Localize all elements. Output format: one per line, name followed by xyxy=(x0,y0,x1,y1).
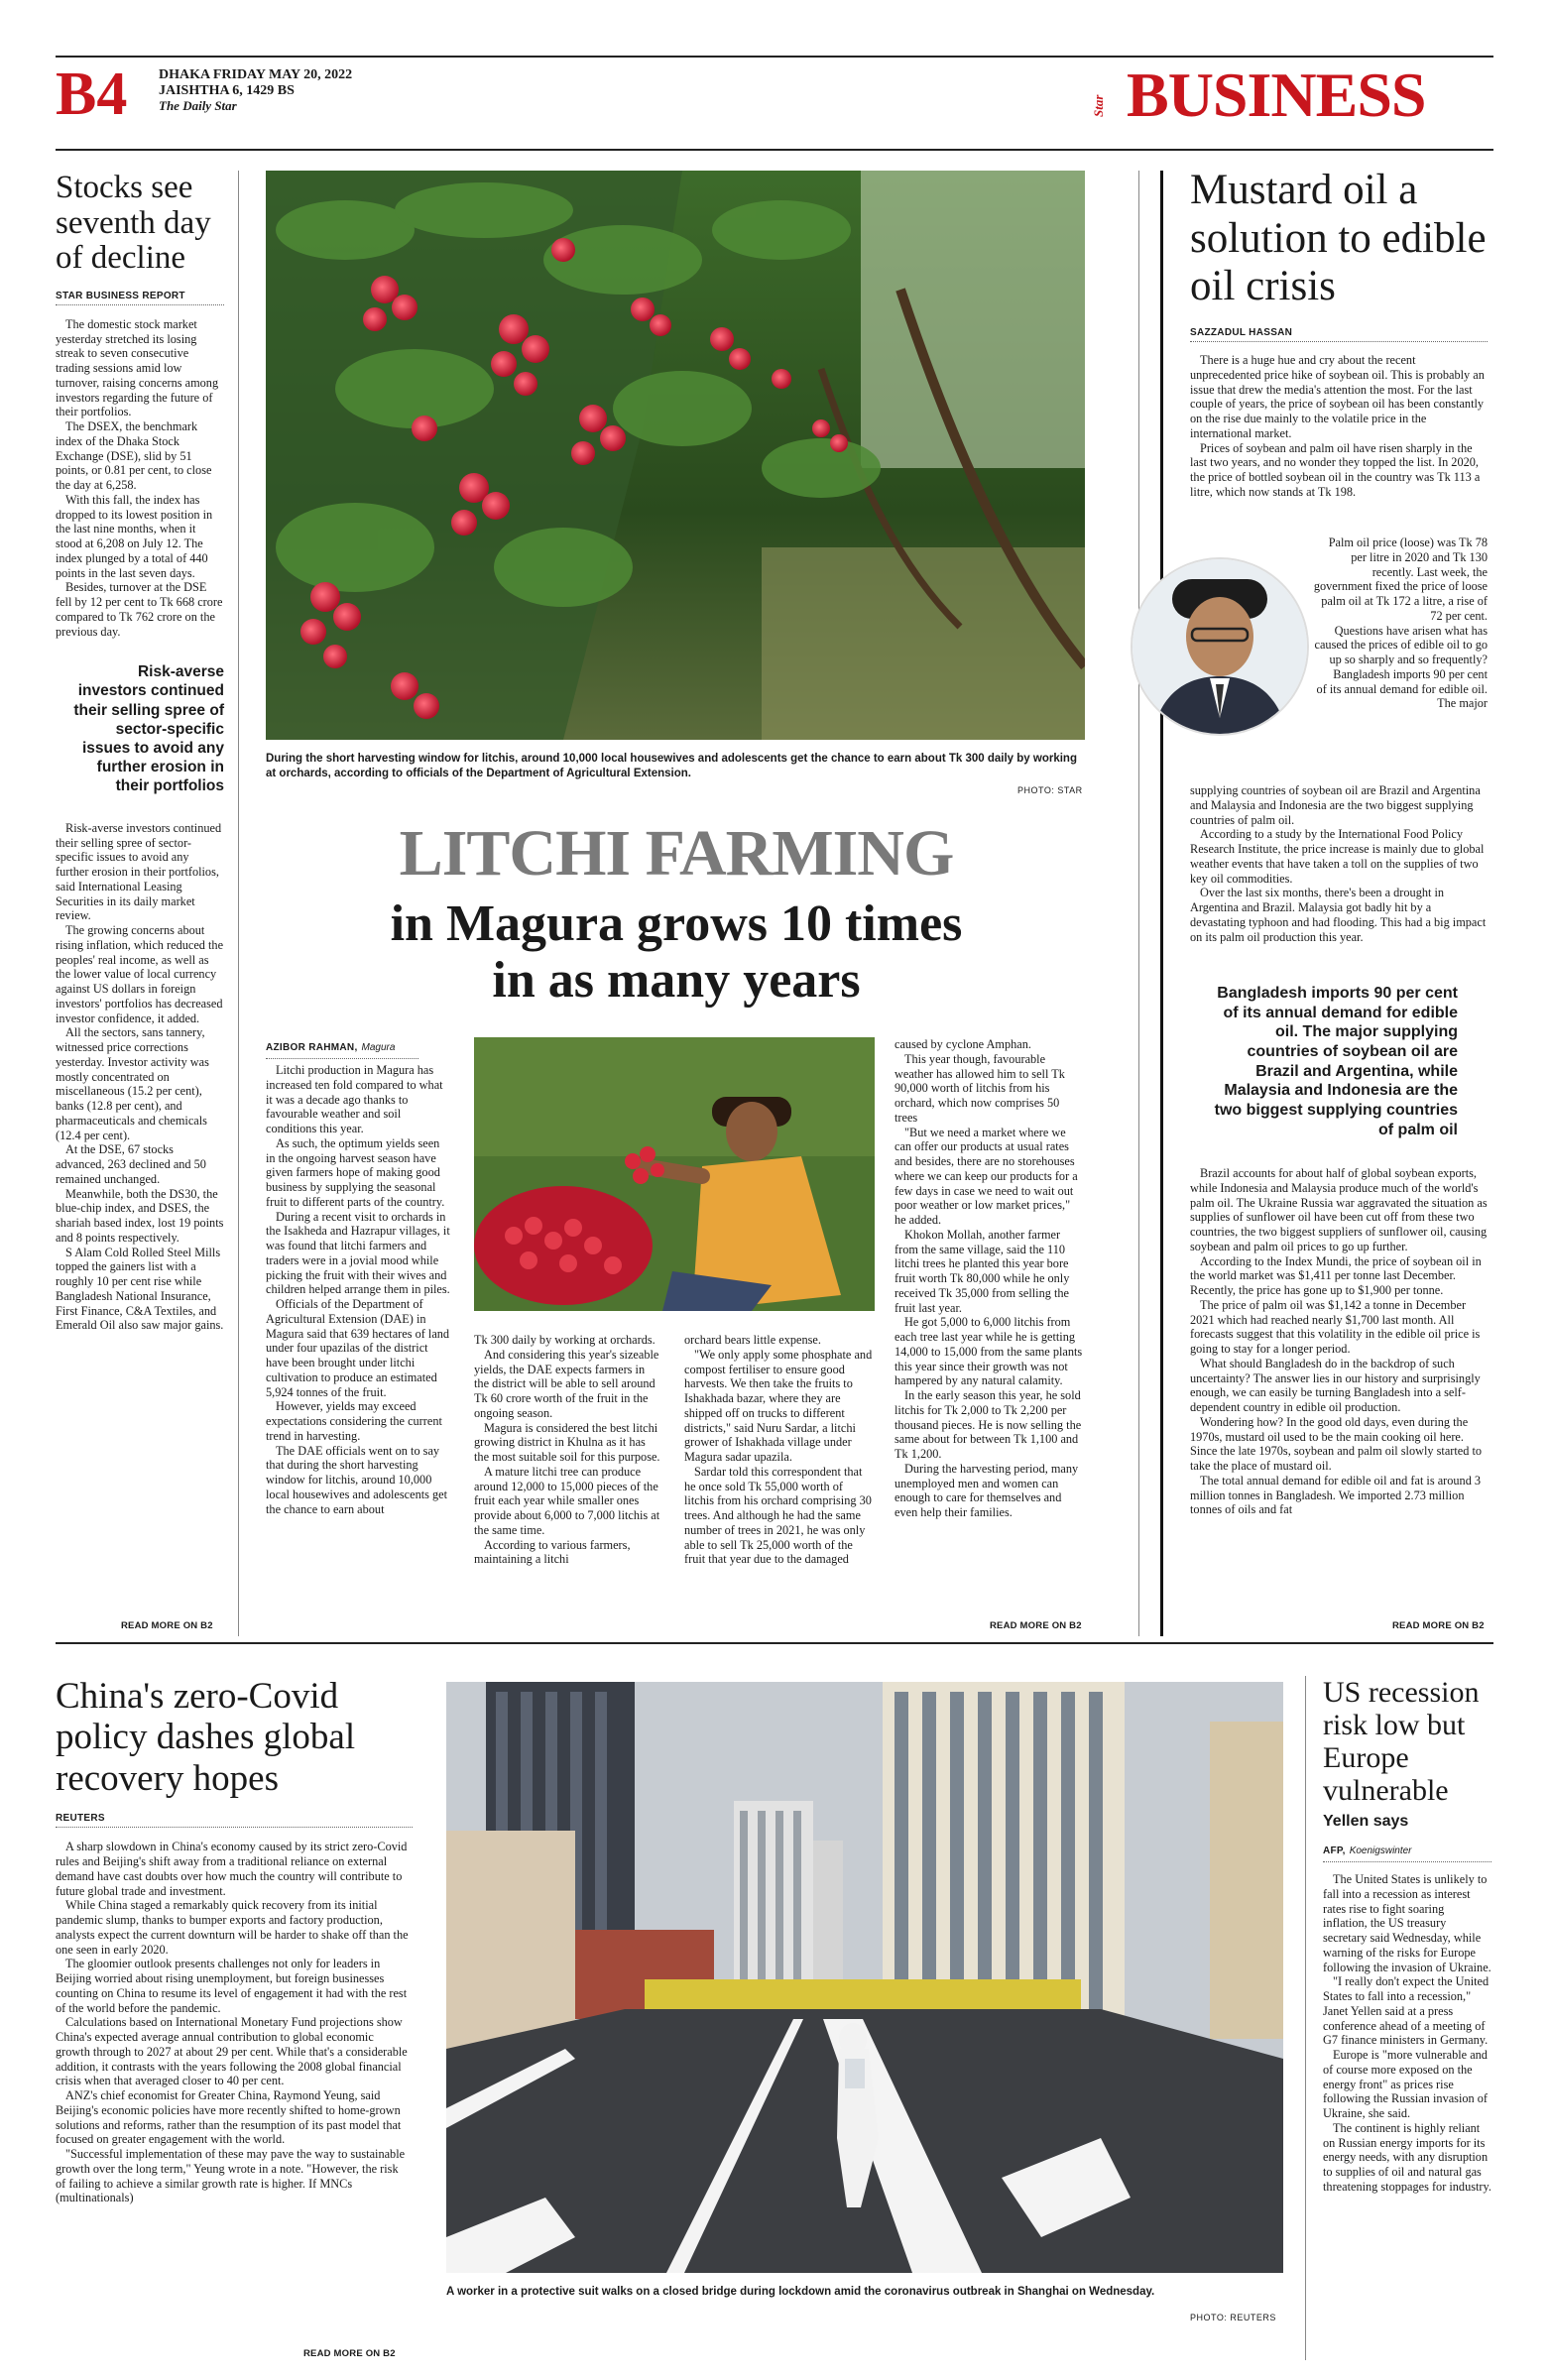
china-body xyxy=(56,1840,409,2205)
shanghai-image xyxy=(446,1682,1283,2273)
stocks-article xyxy=(56,171,224,1333)
china-photo-credit: PHOTO: REUTERS xyxy=(1190,2313,1276,2322)
paragraph: The price of palm oil was $1,142 a tonne in December 2021 which had reached nearly $1,700 last month. All forecasts suggest that this volatility in the edible oil price is going to stay for a longer period. xyxy=(1190,1297,1481,1356)
bangla-date: JAISHTHA 6, 1429 BS xyxy=(159,83,295,99)
paragraph: Wondering how? In the good old days, even during the 1970s, mustard oil used to be the main cooking oil here. Since the late 1970s, soybean and palm oil slowly started to take the place of mustard oil. xyxy=(1190,1414,1483,1473)
mustard-body-wrap xyxy=(1311,536,1488,711)
paragraph: The DAE officials went on to say that during the short harvesting window for litchis, around 10,000 local housewives and adolescents get the chance to earn about xyxy=(266,1443,448,1516)
paragraph: A mature litchi tree can produce around 12,000 to 15,000 pieces of the fruit each year while smaller ones provide about 6,000 to 7,000 litchis at the same time. xyxy=(474,1464,660,1537)
mustard-headline: Mustard oil a solution to edible oil crisis xyxy=(1190,167,1487,310)
paragraph: Prices of soybean and palm oil have risen sharply in the last two years, and no wonder they topped the list. In 2020, the price of bottled soybean oil in the country was Tk 113 a litre, which now stands at Tk 198. xyxy=(1190,440,1481,499)
paragraph: The gloomier outlook presents challenges not only for leaders in Beijing worried about rising unemployment, but foreign businesses counting on China to resume its level of engagement it had with the rest of the world before the pandemic. xyxy=(56,1957,408,2015)
mustard-body-mid xyxy=(1190,783,1488,944)
paragraph: Calculations based on International Monetary Fund projections show China's expected average annual contribution to global economic growth through to 2027 at about 29 per cent. While that's a considerable addition, it contrasts with the years following the 2008 global financial crisis when that averaged closer to 40 per cent. xyxy=(56,2015,408,2088)
paragraph: All the sectors, sans tannery, witnessed price corrections yesterday. Investor activity was mostly concentrated on miscellaneous (15.2 per cent), banks (12.8 per cent), and pharmaceuticals and chemicals (12.4 per cent). xyxy=(56,1025,209,1142)
china-read-more[interactable]: READ MORE ON B2 xyxy=(303,2348,396,2359)
paragraph: And considering this year's sizeable yields, the DAE expects farmers in the district will be able to sell around Tk 60 crore worth of the fruit in the ongoing season. xyxy=(474,1347,659,1420)
author-portrait xyxy=(1131,557,1309,736)
paragraph: Brazil accounts for about half of global soybean exports, while Indonesia and Malaysia produce much of the world's palm oil. The Ukraine Russia war aggravated the situation as supplies of sunflower oil have been cut off from these two countries, the two biggest suppliers of sunflower oil, causing soybean and palm oil prices to go up further. xyxy=(1190,1166,1488,1253)
paragraph: This year though, favourable weather has allowed him to sell Tk 90,000 worth of litchis from his orchard, which now comprises 50 trees xyxy=(894,1051,1065,1125)
litchi-col3 xyxy=(684,1333,875,1567)
paragraph: During the harvesting period, many unemployed men and women can enough to care for themselves and even help their families. xyxy=(894,1461,1079,1519)
mustard-body-bottom xyxy=(1190,1166,1488,1517)
us-byline-place: Koenigswinter xyxy=(1349,1845,1412,1856)
paragraph: "We only apply some phosphate and compost fertiliser to ensure good harvests. We then take the fruits to Ishakhada bazar, where they are shipped off on trucks to different districts," said Nuru Sardar, a litchi grower of Ishakhada village under Magura sadar upazila. xyxy=(684,1347,873,1464)
paragraph: According to the Index Mundi, the price of soybean oil in the world market was $1,411 per tonne last December. Recently, the price has gone up to $1,900 per tonne. xyxy=(1190,1253,1482,1297)
stocks-body-top xyxy=(56,317,224,640)
mustard-side-rule xyxy=(1160,171,1163,1636)
litchi-col4 xyxy=(894,1037,1083,1520)
paragraph: As such, the optimum yields seen in the ongoing harvest season have given farmers hope of making good business by supplying the seasonal fruit to different parts of the country. xyxy=(266,1135,445,1209)
paragraph: There is a huge hue and cry about the recent unprecedented price hike of soybean oil. This is probably an issue that drew the media's attention the most. For the last couple of years, the price of soybean oil has been constantly on the rise due mainly to the volatile price in the international market. xyxy=(1190,353,1485,440)
litchi-farmer-photo xyxy=(474,1037,875,1311)
stocks-read-more[interactable]: READ MORE ON B2 xyxy=(121,1620,213,1631)
litchi-headline xyxy=(268,895,1085,1009)
us-body xyxy=(1323,1872,1491,2195)
paragraph: With this fall, the index has dropped to its lowest position in the last nine months, when it stood at 6,208 on July 12. The index plunged by a total of 440 points in the last seven days. xyxy=(56,492,213,580)
page-number: B4 xyxy=(56,60,128,128)
dateline: DHAKA FRIDAY MAY 20, 2022 xyxy=(159,67,353,82)
paragraph: At the DSE, 67 stocks advanced, 263 declined and 50 remained unchanged. xyxy=(56,1142,206,1186)
paragraph: Europe is "more vulnerable and of course more exposed on the energy front" as prices rise following the Russian invasion of Ukraine, she said. xyxy=(1323,2048,1488,2120)
stocks-body-bottom xyxy=(56,821,224,1333)
china-headline: China's zero-Covid policy dashes global recovery hopes xyxy=(56,1676,356,1799)
paragraph: The growing concerns about rising inflation, which reduced the peoples' real income, as well as the lower value of local currency against US dollars in foreign investors' portfolios has decreased investor confidence, it added. xyxy=(56,923,224,1025)
mustard-byline: SAZZADUL HASSAN xyxy=(1190,327,1488,342)
dateline-block xyxy=(159,67,352,114)
paragraph: Risk-averse investors continued their selling spree of sector-specific issues to avoid any further erosion in their portfolios, said International Leasing Securities in its daily market review. xyxy=(56,820,222,923)
masthead-bottom-rule xyxy=(56,149,1493,151)
paragraph: caused by cyclone Amphan. xyxy=(894,1037,1031,1051)
paragraph: supplying countries of soybean oil are Brazil and Argentina and Malaysia and Indonesia are the two biggest supplying countries of palm oil. xyxy=(1190,783,1481,827)
china-photo-caption: A worker in a protective suit walks on a closed bridge during lockdown amid the coronavirus outbreak in Shanghai on Wednesday. xyxy=(446,2286,1155,2298)
paragraph: Questions have arisen what has caused the prices of edible oil to go up so sharply and so frequently? xyxy=(1314,623,1488,666)
paragraph: "Successful implementation of these may pave the way to sustainable growth over the long term," Yeung wrote in a note. "However, the risk of failing to achieve a similar growth rate is higher. If MNCs (multinationals) xyxy=(56,2147,406,2205)
us-subhead: Yellen says xyxy=(1323,1813,1409,1830)
litchi-photo-credit: PHOTO: STAR xyxy=(1017,785,1083,795)
paragraph: "But we need a market where we can offer our products at usual rates and besides, there are no storehouses where we can keep our products for a few days in case we need to wait out poor weather or low market prices," he added. xyxy=(894,1125,1078,1227)
paragraph: According to a study by the International Food Policy Research Institute, the price increase is mainly due to global weather events that have taken a toll on the supplies of two key oil commodities. xyxy=(1190,827,1485,886)
section-divider xyxy=(56,1642,1493,1644)
china-article xyxy=(56,1676,413,2205)
paragraph: Palm oil price (loose) was Tk 78 per litre in 2020 and Tk 130 recently. Last week, the government fixed the price of loose palm oil at Tk 172 a litre, a rise of 72 per cent. xyxy=(1313,536,1488,623)
paragraph: "I really don't expect the United States to fall into a recession," Janet Yellen said at a press conference ahead of a meeting of G7 finance ministers in Germany. xyxy=(1323,1974,1490,2048)
paragraph: During a recent visit to orchards in the Isakheda and Hazrapur villages, it was found that litchi farmers and traders were in a jovial mood while picking the fruit with their wives and children helped arrange them in piles. xyxy=(266,1209,450,1297)
paragraph: According to various farmers, maintaining a litchi xyxy=(474,1537,631,1567)
litchi-byline-place: Magura xyxy=(361,1042,396,1053)
litchi-orchard-photo xyxy=(266,171,1085,740)
mustard-article xyxy=(1190,167,1488,342)
paragraph: S Alam Cold Rolled Steel Mills topped the gainers list with a roughly 10 per cent rise while Bangladesh National Insurance, First Finance, C&A Textiles, and Emerald Oil also saw major gains. xyxy=(56,1245,224,1333)
litchi-headline-line2: in as many years xyxy=(492,952,861,1010)
paper-name: The Daily Star xyxy=(159,98,237,114)
paragraph: Tk 300 daily by working at orchards. xyxy=(474,1333,656,1347)
paragraph: What should Bangladesh do in the backdrop of such uncertainty? The answer lies in our history and surprisingly enough, we can easily be turning Bangladesh into a self-dependent country in edible oil production. xyxy=(1190,1356,1481,1414)
farmer-image xyxy=(474,1037,875,1311)
us-headline: US recession risk low but Europe vulnerable xyxy=(1323,1676,1480,1807)
litchi-byline xyxy=(266,1037,418,1059)
paragraph: Litchi production in Magura has increased ten fold compared to what it was a decade ago thanks to favourable weather and soil conditions this year. xyxy=(266,1063,443,1135)
paragraph: ANZ's chief economist for Greater China, Raymond Yeung, said Beijing's economic policies have more recently shifted to home-grown solutions and reforms, rather than the resumption of its past model that focused on greater engagement with the world. xyxy=(56,2088,402,2147)
paragraph: The continent is highly reliant on Russian energy imports for its energy needs, with any disruption to supplies of oil and natural gas threatening stoppages for industry. xyxy=(1323,2120,1491,2194)
litchi-photo-caption: During the short harvesting window for litchis, around 10,000 local housewives and adolescents get the chance to earn about Tk 300 daily by working at orchards, according to officials of the Department of Agricultural Extension. xyxy=(266,753,1077,779)
column-rule xyxy=(1305,1676,1306,2360)
paragraph: Magura is considered the best litchi growing district in Khulna as it has the most suitable soil for this purpose. xyxy=(474,1420,660,1464)
paragraph: Over the last six months, there's been a drought in Argentina and Brazil. Malaysia got badly hit by a devastating typhoon and had flooding. This had a big impact on its palm oil production this year. xyxy=(1190,886,1487,944)
star-logo-mark: Star xyxy=(1091,94,1106,117)
shanghai-bridge-photo xyxy=(446,1682,1283,2273)
litchi-kicker: LITCHI FARMING xyxy=(399,817,954,890)
paragraph: He got 5,000 to 6,000 litchis from each tree last year while he is getting 14,000 to 15,000 from the same plants this year since their growth was not hampered by any natural calamity. xyxy=(894,1315,1083,1388)
section-title: BUSINESS xyxy=(1127,60,1426,130)
mustard-read-more[interactable]: READ MORE ON B2 xyxy=(1392,1620,1485,1631)
paragraph: The domestic stock market yesterday stretched its losing streak to seven consecutive trading sessions amid low turnover, raising concerns among investors regarding the future of their portfolios. xyxy=(56,316,219,419)
paragraph: Bangladesh imports 90 per cent of its annual demand for edible oil. The major xyxy=(1316,666,1488,711)
litchi-orchard-image xyxy=(266,171,1085,740)
litchi-byline-name: AZIBOR RAHMAN, xyxy=(266,1042,358,1053)
paragraph: The total annual demand for edible oil and fat is around 3 million tonnes in Bangladesh. We imported 2.73 million tonnes of oils and fat xyxy=(1190,1473,1482,1517)
paragraph: Khokon Mollah, another farmer from the same village, said the 110 litchi trees he planted this year bore fruit worth Tk 80,000 while he only received Tk 35,000 from selling the fruit last year. xyxy=(894,1227,1070,1315)
column-rule xyxy=(1138,171,1139,1636)
stocks-headline: Stocks see seventh day of decline xyxy=(56,170,211,277)
litchi-col1 xyxy=(266,1063,450,1516)
top-rule xyxy=(56,56,1493,58)
paragraph: Besides, turnover at the DSE fell by 12 per cent to Tk 668 crore compared to Tk 762 crore on the previous day. xyxy=(56,580,223,639)
litchi-col2 xyxy=(474,1333,660,1567)
us-byline xyxy=(1323,1841,1491,1862)
paragraph: The DSEX, the benchmark index of the Dhaka Stock Exchange (DSE), slid by 51 points, or 0.81 per cent, to close the day at 6,258. xyxy=(56,419,212,493)
paragraph: Officials of the Department of Agricultural Extension (DAE) in Magura said that 639 hectares of land under four upazilas of the district have been brought under litchi cultivation to produce an estimated 5,924 tonnes of the fruit. xyxy=(266,1297,450,1399)
paragraph: Sardar told this correspondent that he once sold Tk 55,000 worth of litchis from his orchard comprising 30 trees. And although he had the same number of trees in 2021, he was only able to sell Tk 25,000 worth of the fruit that year due to the damaged xyxy=(684,1464,872,1567)
paragraph: However, yields may exceed expectations considering the current trend in harvesting. xyxy=(266,1399,442,1443)
stocks-pullquote: Risk-averse investors continued their selling spree of sector-specific issues to avoid any further erosion in their portfolios xyxy=(73,663,224,794)
paragraph: Meanwhile, both the DS30, the blue-chip index, and DSES, the shariah based index, lost 19 points and 8 points respectively. xyxy=(56,1186,224,1245)
us-article xyxy=(1323,1676,1491,2195)
paragraph: A sharp slowdown in China's economy caused by its strict zero-Covid rules and Beijing's shift away from a traditional reliance on external demand have cast doubts over how much the country will contribute to future global trade and investment. xyxy=(56,1840,408,1898)
mustard-pullquote: Bangladesh imports 90 per cent of its annual demand for edible oil. The major supplying countries of soybean oil are Brazil and Argentina, while Malaysia and Indonesia are the two biggest supplying countries of palm oil xyxy=(1214,985,1458,1138)
litchi-read-more[interactable]: READ MORE ON B2 xyxy=(990,1620,1082,1631)
mustard-body-top xyxy=(1190,353,1488,500)
paragraph: While China staged a remarkably quick recovery from its initial pandemic slump, thanks to bumper exports and factory production, analysts expect the current downturn will be harder to shake off than the one seen in early 2020. xyxy=(56,1898,409,1957)
paragraph: The United States is unlikely to fall into a recession as interest rates rise to fight soaring inflation, the US treasury secretary said Wednesday, while warning of the risks for Europe following the invasion of Ukraine. xyxy=(1323,1872,1491,1974)
column-rule xyxy=(238,171,239,1636)
paragraph: orchard bears little expense. xyxy=(684,1333,821,1347)
stocks-byline: STAR BUSINESS REPORT xyxy=(56,291,224,305)
us-byline-name: AFP, xyxy=(1323,1845,1346,1856)
author-avatar xyxy=(1133,559,1307,734)
paragraph: In the early season this year, he sold litchis for Tk 2,000 to Tk 2,200 per thousand pieces. He is now selling the same about for between Tk 1,100 and Tk 1,200. xyxy=(894,1388,1082,1461)
china-byline: REUTERS xyxy=(56,1813,413,1828)
litchi-headline-line1: in Magura grows 10 times xyxy=(390,895,963,952)
